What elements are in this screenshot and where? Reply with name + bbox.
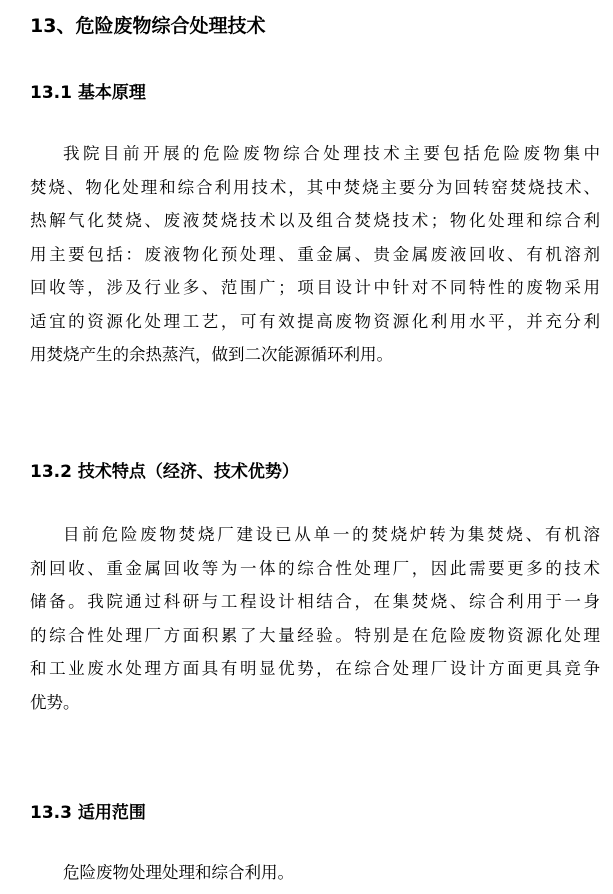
text-line: 用主要包括：废液物化预处理、重金属、贵金属废液回收、有机溶剂 — [30, 244, 600, 264]
chapter-heading: 13、危险废物综合处理技术 — [30, 15, 266, 37]
section-title-13-1: 13.1 基本原理 — [30, 83, 146, 103]
section-body-13-2 — [30, 518, 600, 719]
text-line: 热解气化焚烧、废液焚烧技术以及组合焚烧技术；物化处理和综合利 — [30, 211, 600, 230]
text-line: 目前危险废物焚烧厂建设已从单一的焚烧炉转为集焚烧、有机溶 — [63, 525, 600, 544]
section-title-13-3: 13.3 适用范围 — [30, 803, 146, 823]
text-line: 回收等，涉及行业多、范围广；项目设计中针对不同特性的废物采用 — [30, 278, 600, 297]
text-line: 适宜的资源化处理工艺，可有效提高废物资源化利用水平，并充分利 — [30, 311, 600, 331]
text-line: 用焚烧产生的余热蒸汽，做到二次能源循环利用。 — [30, 345, 393, 364]
text-line: 和工业废水处理方面具有明显优势，在综合处理厂设计方面更具竞争 — [30, 659, 600, 678]
section-body-13-3 — [30, 856, 600, 890]
text-line: 焚烧、物化处理和综合利用技术，其中焚烧主要分为回转窑焚烧技术、 — [30, 177, 600, 197]
text-line: 储备。我院通过科研与工程设计相结合，在集焚烧、综合利用于一身 — [30, 592, 600, 611]
text-line: 的综合性处理厂方面积累了大量经验。特别是在危险废物资源化处理 — [30, 625, 600, 645]
text-line: 我院目前开展的危险废物综合处理技术主要包括危险废物集中 — [63, 144, 600, 163]
section-title-13-2: 13.2 技术特点（经济、技术优势） — [30, 462, 299, 482]
text-line: 剂回收、重金属回收等为一体的综合性处理厂，因此需要更多的技术 — [30, 558, 600, 578]
text-line: 优势。 — [30, 692, 80, 712]
text-line: 危险废物处理处理和综合利用。 — [63, 863, 294, 882]
section-body-13-1 — [30, 137, 600, 372]
